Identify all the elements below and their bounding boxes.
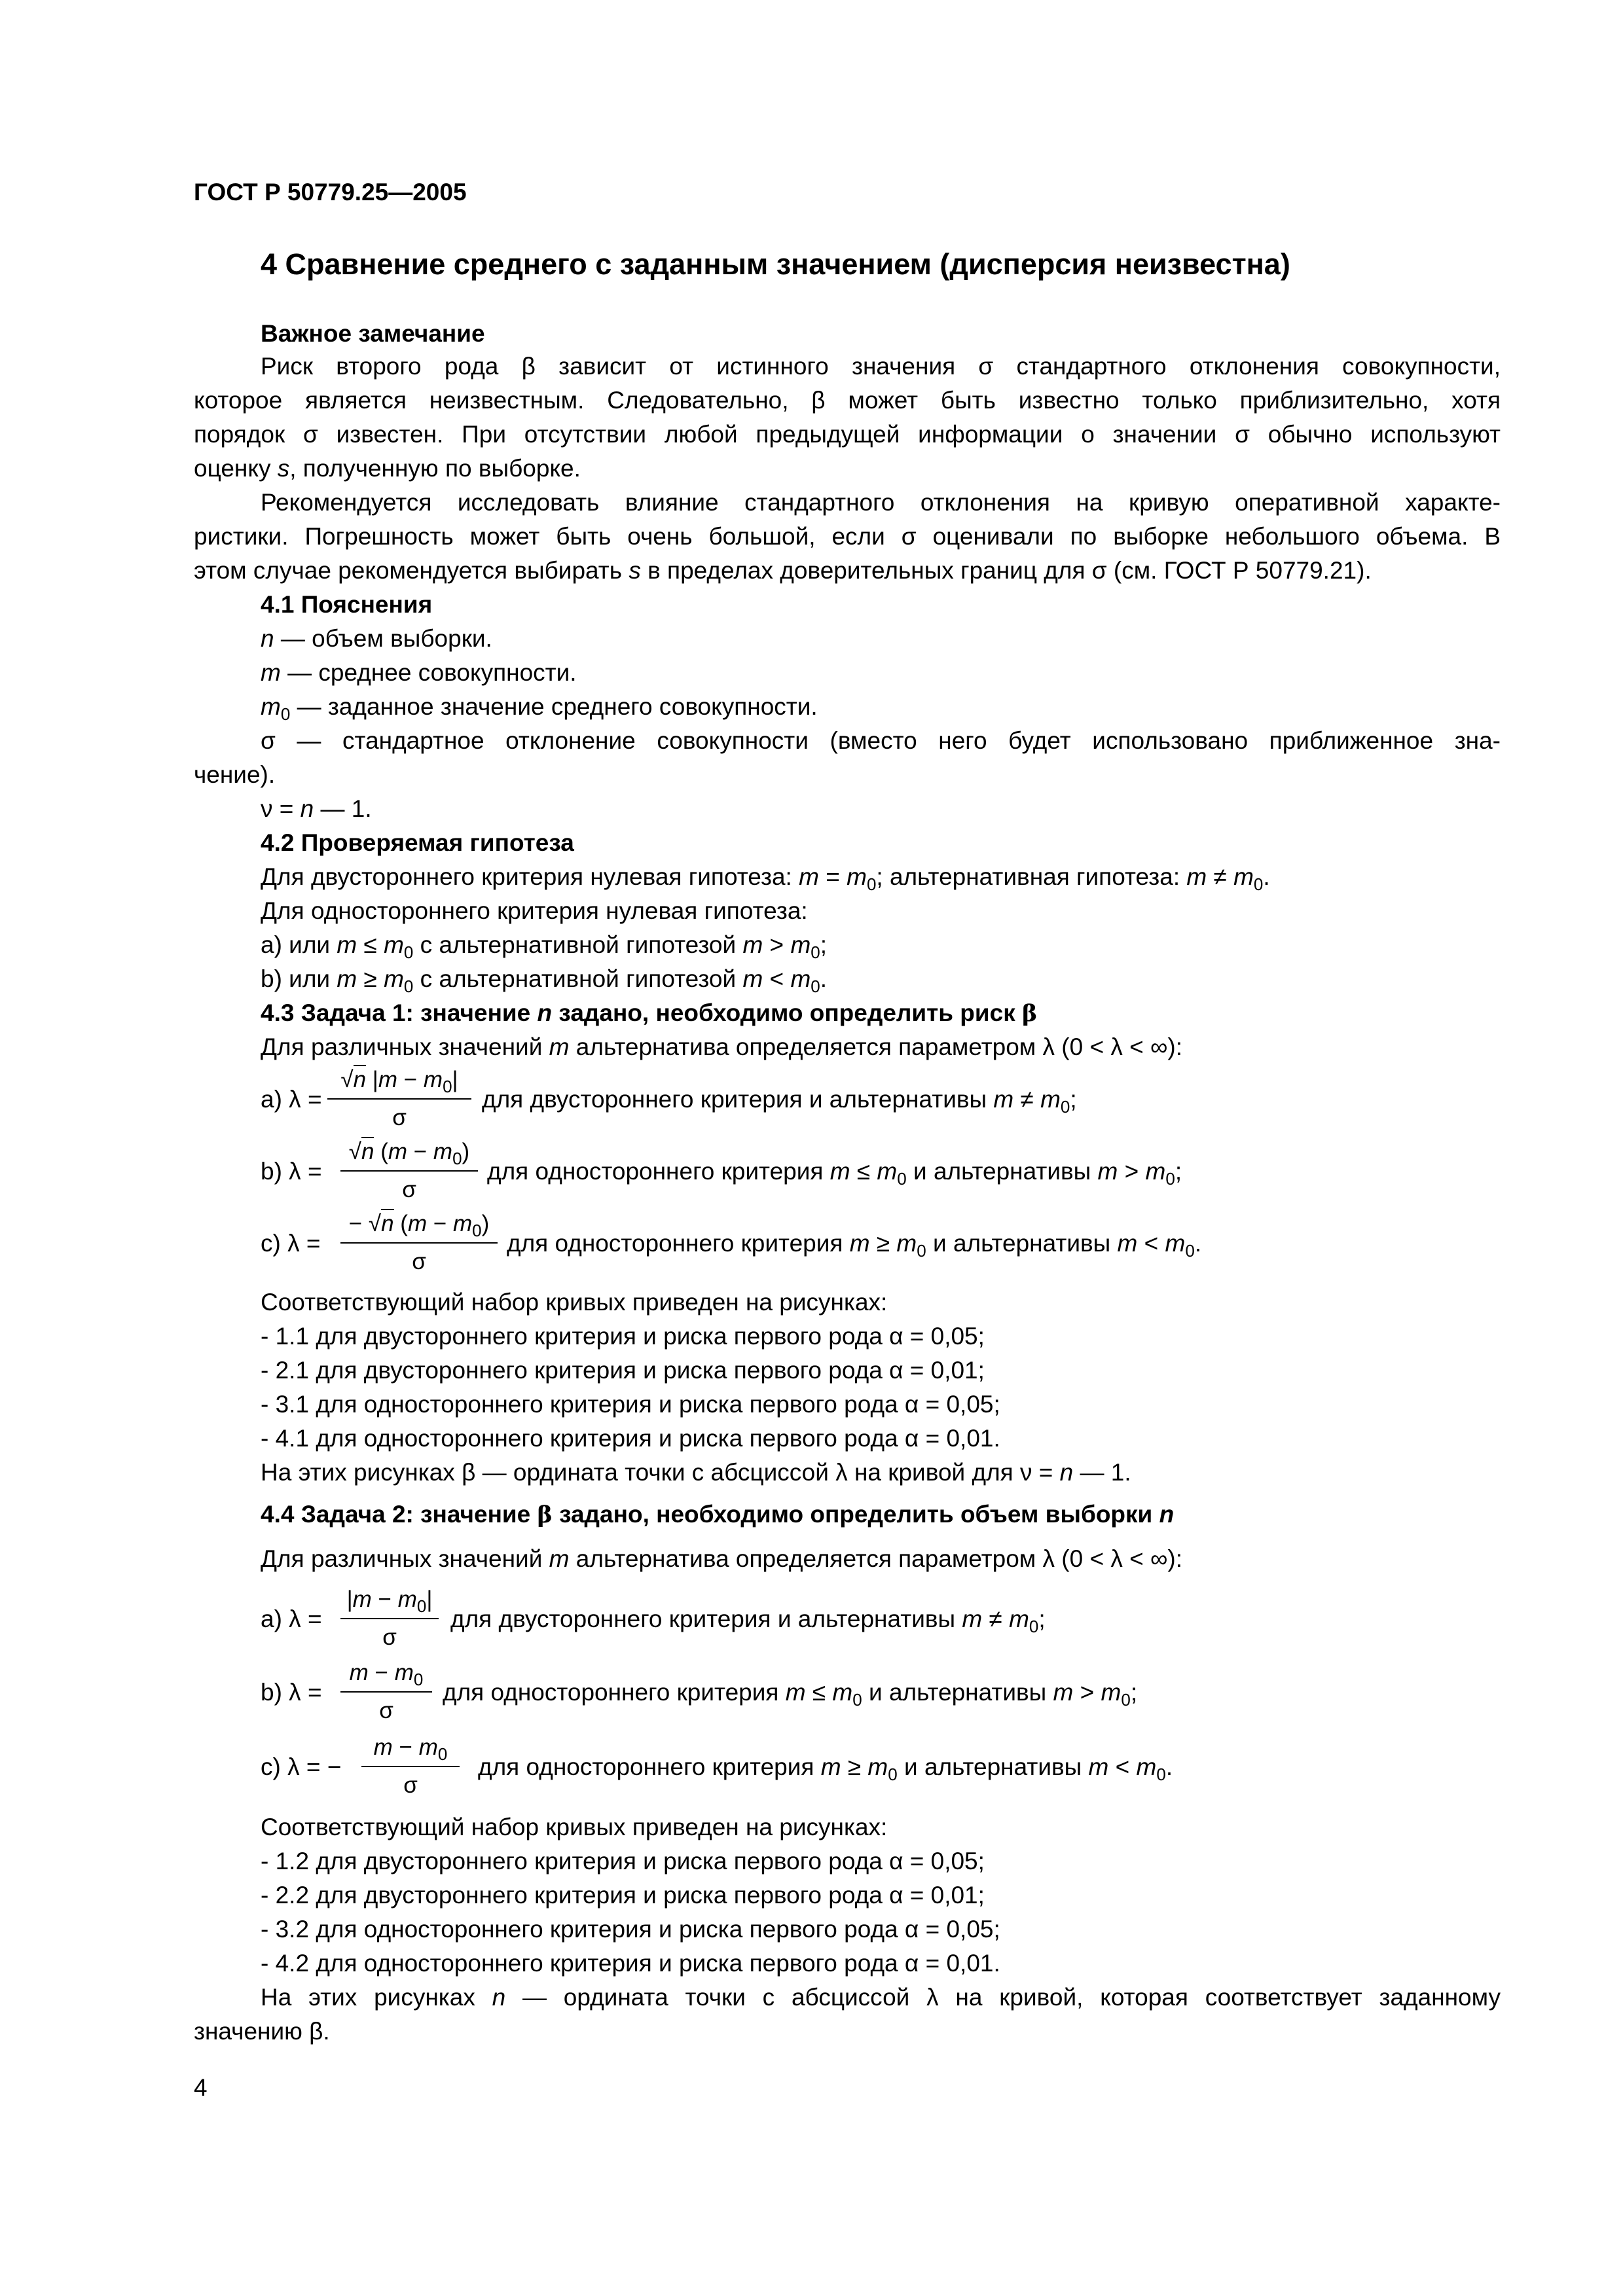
paragraph-line: ристики. Погрешность может быть очень большой, если σ оценивали по выборке небольшого объема. В xyxy=(194,523,1501,550)
formula-a-text: для двустороннего критерия и альтернативы $m \ne m_0$; xyxy=(450,1605,1046,1636)
definition-sigma: σ — стандартное отклонение совокупности (вместо него будет использовано приближенное зна- xyxy=(261,727,1501,754)
curves-final-cont: значению β. xyxy=(194,2018,330,2045)
hypothesis-one-sided: Для одностороннего критерия нулевая гипотеза: xyxy=(261,897,808,924)
list-item: - 4.1 для одностороннего критерия и риска первого рода α = 0,01. xyxy=(261,1425,1000,1452)
alternative-intro: Для различных значений m альтернатива определяется параметром λ (0 < λ < ∞): xyxy=(261,1033,1183,1060)
formula-c-fraction: − √n $(m - m_0)$ σ xyxy=(340,1210,498,1282)
paragraph-line: оценку s, полученную по выборке. xyxy=(194,455,581,482)
subsection-title-4-4: 4.4 Задача 2: значение β задано, необходимо определить объем выборки n xyxy=(261,1501,1175,1528)
alternative-intro: Для различных значений m альтернатива определяется параметром λ (0 < λ < ∞): xyxy=(261,1545,1183,1572)
formula-b-fraction: √n $(m - m_0)$ σ xyxy=(340,1138,478,1210)
curves-final: На этих рисунках β — ордината точки с абсциссой λ на кривой для ν = n — 1. xyxy=(261,1459,1131,1486)
formula-a-fraction: $|m - m_0|$ σ xyxy=(340,1585,439,1657)
definition-nu: ν = n — 1. xyxy=(261,795,372,822)
curves-intro: Соответствующий набор кривых приведен на рисунках: xyxy=(261,1289,888,1316)
paragraph-line: Рекомендуется исследовать влияние стандартного отклонения на кривую оперативной характе- xyxy=(261,489,1501,516)
page-number: 4 xyxy=(194,2074,208,2101)
definition-sigma-cont: чение). xyxy=(194,761,276,788)
formula-c-label: c) λ = xyxy=(261,1230,321,1257)
hypothesis-two-sided: Для двустороннего критерия нулевая гипотеза: $m = m_0$; альтернативная гипотеза: $m \ne m_0$. xyxy=(261,863,1270,894)
formula-c-label: c) λ = − xyxy=(261,1753,342,1780)
paragraph-line: Риск второго рода β зависит от истинного значения σ стандартного отклонения совокупности, xyxy=(261,353,1501,380)
formula-b-fraction: $m - m_0$ σ xyxy=(340,1659,432,1731)
list-item: - 1.2 для двустороннего критерия и риска первого рода α = 0,05; xyxy=(261,1848,985,1874)
subsection-title-4-3: 4.3 Задача 1: значение n задано, необходимо определить риск β xyxy=(261,999,1038,1027)
formula-a-text: для двустороннего критерия и альтернативы $m \ne m_0$; xyxy=(482,1086,1077,1117)
formula-b-label: b) λ = xyxy=(261,1679,322,1706)
list-item: - 2.1 для двустороннего критерия и риска первого рода α = 0,01; xyxy=(261,1357,985,1384)
list-item: - 1.1 для двустороннего критерия и риска первого рода α = 0,05; xyxy=(261,1323,985,1350)
formula-a-label: a) λ = xyxy=(261,1086,322,1113)
formula-b-label: b) λ = xyxy=(261,1158,322,1185)
formula-c-fraction: $m - m_0$ σ xyxy=(361,1733,460,1805)
formula-c-text: для одностороннего критерия $m \ge m_0$ и альтернативы $m < m_0$. xyxy=(507,1230,1202,1261)
paragraph-line: порядок σ известен. При отсутствии любой предыдущей информации о значении σ обычно используют xyxy=(194,421,1501,448)
formula-b-text: для одностороннего критерия $m \le m_0$ и альтернативы $m > m_0$; xyxy=(487,1158,1182,1189)
definition-n: n — объем выборки. xyxy=(261,625,492,652)
list-item: - 4.2 для одностороннего критерия и риска первого рода α = 0,01. xyxy=(261,1950,1000,1977)
hypothesis-b: b) или $m \ge m_0$ с альтернативной гипотезой $m < m_0$. xyxy=(261,965,828,996)
list-item: - 2.2 для двустороннего критерия и риска первого рода α = 0,01; xyxy=(261,1882,985,1909)
paragraph-line: этом случае рекомендуется выбирать s в пределах доверительных границ для σ (см. ГОСТ Р 50779.21). xyxy=(194,557,1372,584)
curves-final: На этих рисунках n — ордината точки с абсциссой λ на кривой, которая соответствует заданному xyxy=(261,1984,1501,2011)
subsection-title-4-1: 4.1 Пояснения xyxy=(261,591,433,618)
document-id: ГОСТ Р 50779.25—2005 xyxy=(194,179,467,206)
definition-m0: $m_0$ — заданное значение среднего совокупности. xyxy=(261,693,818,724)
section-title: 4 Сравнение среднего с заданным значением (дисперсия неизвестна) xyxy=(261,247,1290,281)
formula-c-text: для одностороннего критерия $m \ge m_0$ и альтернативы $m < m_0$. xyxy=(478,1753,1173,1784)
curves-intro: Соответствующий набор кривых приведен на рисунках: xyxy=(261,1814,888,1840)
hypothesis-a: a) или $m \le m_0$ с альтернативной гипотезой $m > m_0$; xyxy=(261,931,828,962)
list-item: - 3.1 для одностороннего критерия и риска первого рода α = 0,05; xyxy=(261,1391,1000,1418)
subsection-title-4-2: 4.2 Проверяемая гипотеза xyxy=(261,829,574,856)
formula-a-label: a) λ = xyxy=(261,1605,322,1632)
paragraph-line: которое является неизвестным. Следовательно, β может быть известно только приблизительно, хотя xyxy=(194,387,1501,414)
formula-b-text: для одностороннего критерия $m \le m_0$ и альтернативы $m > m_0$; xyxy=(443,1679,1138,1710)
formula-a-fraction: √n $|m - m_0|$ σ xyxy=(327,1066,471,1138)
note-title: Важное замечание xyxy=(261,320,485,347)
list-item: - 3.2 для одностороннего критерия и риска первого рода α = 0,05; xyxy=(261,1916,1000,1943)
definition-m: m — среднее совокупности. xyxy=(261,659,577,686)
